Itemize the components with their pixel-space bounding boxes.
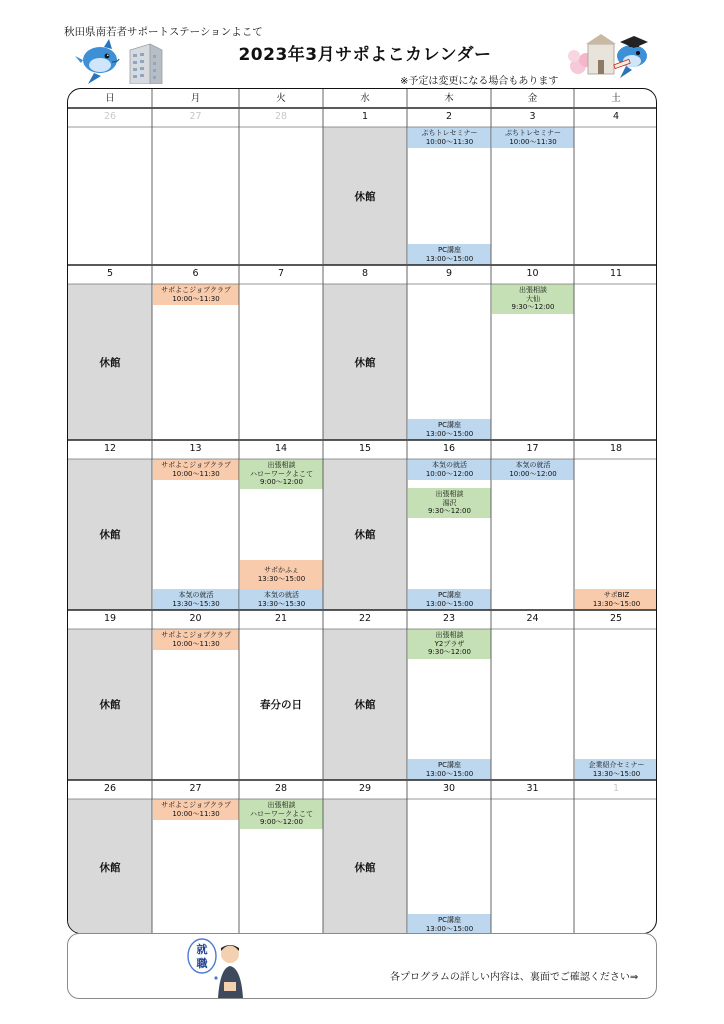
day-number: 22: [358, 613, 372, 624]
event-text: 10:00〜11:30: [509, 137, 557, 146]
holiday-cell: 春分の日: [260, 699, 302, 711]
closed-day-cell: 休館: [68, 459, 152, 610]
day-number: 27: [189, 783, 202, 794]
day-number: 6: [192, 268, 199, 279]
event-text: 10:00〜11:30: [172, 809, 220, 818]
day-number: 26: [103, 111, 117, 122]
event-text: サポよこジョブクラブ: [161, 461, 231, 469]
day-number: 28: [274, 111, 288, 122]
event-text: 13:00〜15:00: [425, 254, 474, 263]
day-number: 2: [445, 111, 453, 122]
event-text: PC講座: [437, 591, 462, 599]
day-number: 18: [609, 443, 623, 454]
event-text: 13:30〜15:30: [257, 599, 306, 608]
event-text: 13:00〜15:00: [425, 769, 474, 778]
dolphin-mascot-icon: [74, 38, 126, 86]
closed-day-cell: 休館: [68, 284, 152, 440]
building-icon: [126, 42, 166, 84]
closed-day-cell: 休館: [323, 799, 407, 934]
day-number: 16: [442, 443, 456, 454]
closed-day-cell: 休館: [68, 629, 152, 780]
day-number: 15: [358, 443, 372, 454]
day-number: 14: [274, 443, 288, 454]
footer-note: 各プログラムの詳しい内容は、裏面でご確認ください⇒: [390, 972, 639, 983]
day-number: 24: [526, 613, 539, 624]
bubble-char-2: 職: [196, 957, 208, 970]
event-text: 10:00〜11:30: [172, 294, 220, 303]
event-text: 9:00〜12:00: [260, 818, 303, 827]
day-number: 9: [445, 268, 453, 279]
event-text: 13:30〜15:00: [592, 769, 641, 778]
event-text: 出張相談: [267, 461, 296, 470]
event-text: ぷちトレセミナー: [421, 129, 478, 137]
day-number: 10: [526, 268, 539, 279]
event-text: サポよこジョブクラブ: [161, 801, 231, 809]
event-text: 13:30〜15:30: [172, 599, 220, 608]
event-text: 9:30〜12:00: [428, 648, 471, 657]
day-number: 27: [189, 111, 202, 122]
day-number: 11: [609, 268, 623, 279]
event-text: 10:00〜12:00: [509, 469, 557, 478]
closed-day-cell: 休館: [323, 629, 407, 780]
event-text: 出張相談: [519, 286, 547, 295]
event-text: Y2プラザ: [434, 639, 465, 648]
event-text: 13:00〜15:00: [425, 924, 474, 933]
event-text: 9:30〜12:00: [511, 303, 555, 312]
day-number: 29: [358, 783, 372, 794]
event-text: 13:30〜15:00: [257, 574, 306, 583]
event-text: 10:00〜11:30: [425, 137, 474, 146]
event-text: 湯沢: [442, 498, 457, 507]
footer-box: [67, 933, 657, 999]
event-text: ハローワークよこて: [250, 469, 313, 478]
bubble-char-1: 就: [196, 943, 208, 956]
day-number: 31: [526, 783, 539, 794]
weekday-header: 水: [360, 93, 370, 104]
graduation-dolphin-icon: [568, 26, 658, 84]
day-number: 19: [103, 613, 117, 624]
day-number: 23: [442, 613, 456, 624]
day-number: 1: [612, 783, 620, 794]
event-text: 9:30〜12:00: [428, 507, 471, 516]
day-number: 4: [612, 111, 620, 122]
day-number: 7: [277, 268, 285, 279]
event-text: 本気の就活: [432, 461, 467, 469]
event-text: サポかふぇ: [264, 566, 299, 574]
weekday-header: 月: [190, 93, 201, 104]
event-text: 本気の就活: [264, 591, 299, 599]
organization-name: 秋田県南若者サポートステーションよこて: [64, 26, 263, 38]
event-text: ハローワークよこて: [250, 809, 313, 818]
closed-day-cell: 休館: [323, 127, 407, 265]
weekday-header: 火: [276, 93, 286, 104]
day-number: 28: [274, 783, 288, 794]
day-number: 12: [103, 443, 117, 454]
event-text: 出張相談: [267, 801, 296, 810]
day-number: 8: [361, 268, 369, 279]
event-text: PC講座: [437, 421, 462, 429]
calendar-grid-lines: [68, 89, 657, 934]
day-number: 13: [189, 443, 202, 454]
event-text: 10:00〜11:30: [172, 469, 220, 478]
closed-day-cell: 休館: [323, 459, 407, 610]
event-text: 13:00〜15:00: [425, 599, 474, 608]
day-number: 30: [442, 783, 456, 794]
event-text: 大仙: [526, 294, 540, 303]
event-text: ぷちトレセミナー: [505, 129, 561, 137]
event-text: サポBIZ: [603, 591, 630, 599]
event-text: サポよこジョブクラブ: [161, 631, 231, 639]
weekday-header: 金: [527, 93, 538, 104]
day-number: 1: [361, 111, 369, 122]
event-text: 9:00〜12:00: [260, 478, 303, 487]
weekday-header: 土: [611, 93, 621, 104]
event-text: 本気の就活: [178, 591, 214, 599]
weekday-header: 木: [444, 93, 454, 104]
day-number: 21: [274, 613, 288, 624]
page-title: 2023年3月サポよこカレンダー: [238, 45, 492, 65]
day-number: 3: [529, 111, 536, 122]
day-number: 17: [526, 443, 539, 454]
day-number: 5: [106, 268, 114, 279]
event-text: 10:00〜12:00: [425, 469, 474, 478]
closed-day-cell: 休館: [323, 284, 407, 440]
event-text: 13:30〜15:00: [592, 599, 641, 608]
event-text: サポよこジョブクラブ: [161, 286, 231, 294]
monthly-calendar: [67, 88, 657, 934]
event-text: PC講座: [437, 916, 462, 924]
event-text: 10:00〜11:30: [172, 639, 220, 648]
day-number: 25: [609, 613, 623, 624]
job-hunting-person-icon: [186, 936, 256, 998]
weekday-header: 日: [105, 93, 115, 104]
closed-day-cell: 休館: [68, 799, 152, 934]
event-text: PC講座: [437, 246, 462, 254]
event-text: 本気の就活: [515, 461, 551, 469]
day-number: 26: [103, 783, 117, 794]
schedule-change-note: ※予定は変更になる場合もあります: [400, 76, 559, 87]
day-number: 20: [189, 613, 202, 624]
event-text: 企業紹介セミナー: [588, 761, 645, 769]
event-text: PC講座: [437, 761, 462, 769]
event-text: 13:00〜15:00: [425, 429, 474, 438]
event-text: 出張相談: [435, 631, 464, 640]
event-text: 出張相談: [435, 490, 464, 499]
